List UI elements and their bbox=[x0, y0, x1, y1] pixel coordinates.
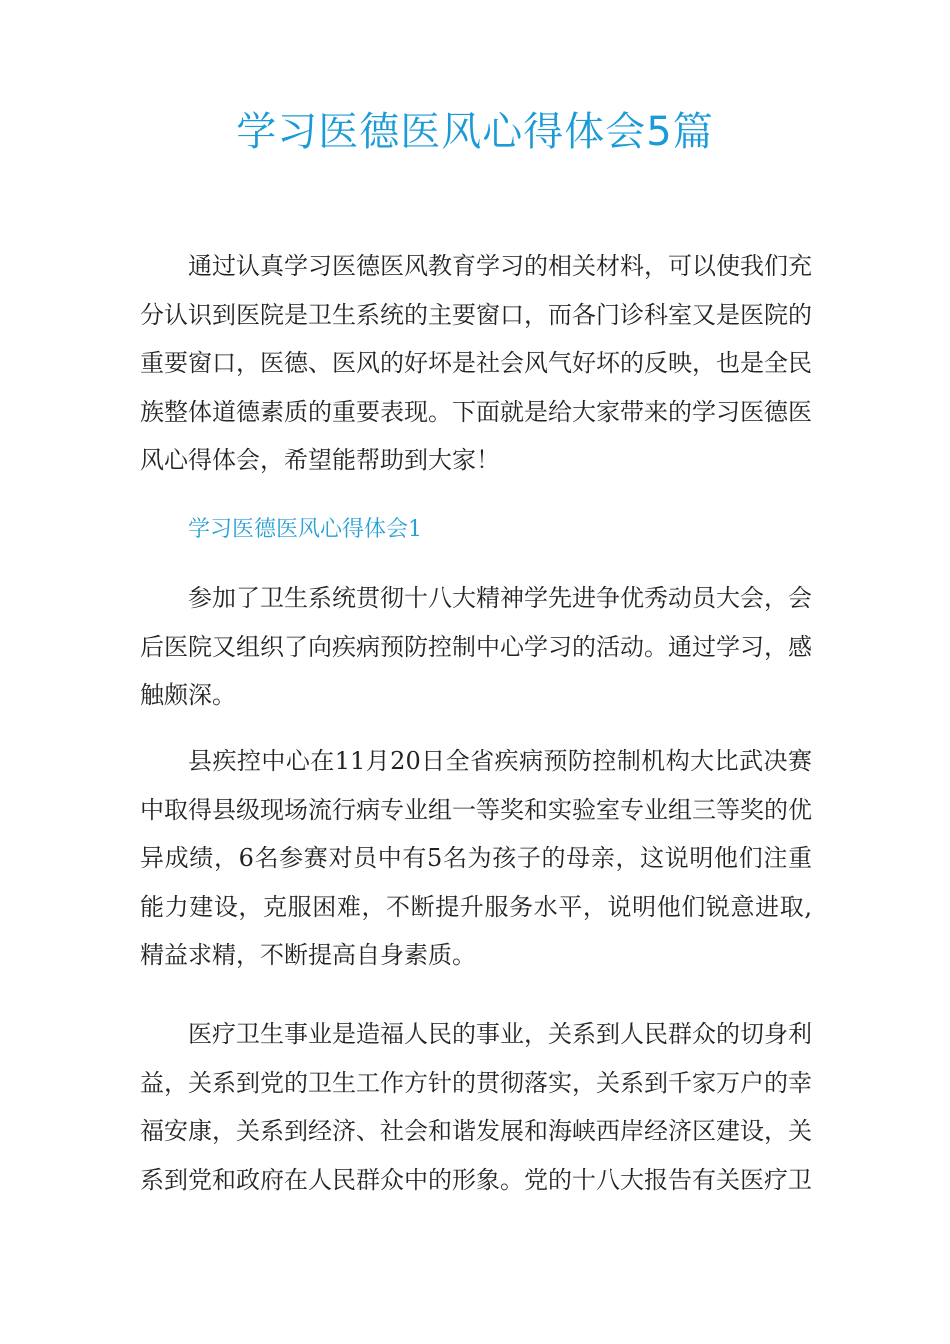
body-paragraph-2: 县疾控中心在11月20日全省疾病预防控制机构大比武决赛中取得县级现场流行病专业组一等奖和实验室专业组三等奖的优异成绩，6名参赛对员中有5名为孩子的母亲，这说明他们注重能力建设，克服困难，不断提升服务水平，说明他们锐意进取,精益求精，不断提高自身素质。 bbox=[140, 747, 812, 969]
section-heading: 学习医德医风心得体会1 bbox=[188, 517, 422, 542]
intro-paragraph: 通过认真学习医德医风教育学习的相关材料，可以使我们充分认识到医院是卫生系统的主要窗口，而各门诊科室又是医院的重要窗口，医德、医风的好坏是社会风气好坏的反映，也是全民族整体道德素质的重要表现。下面就是给大家带来的学习医德医风心得体会，希望能帮助到大家！ bbox=[140, 252, 812, 474]
page-title: 学习医德医风心得体会5篇 bbox=[236, 109, 714, 155]
body-paragraph-3: 医疗卫生事业是造福人民的事业，关系到人民群众的切身利益，关系到党的卫生工作方针的贯彻落实，关系到千家万户的幸福安康，关系到经济、社会和谐发展和海峡西岸经济区建设，关系到党和政府在人民群众中的形象。党的十八大报告有关医疗卫 bbox=[140, 1020, 812, 1194]
body-paragraph-1: 参加了卫生系统贯彻十八大精神学先进争优秀动员大会，会后医院又组织了向疾病预防控制中心学习的活动。通过学习，感触颇深。 bbox=[140, 584, 812, 709]
